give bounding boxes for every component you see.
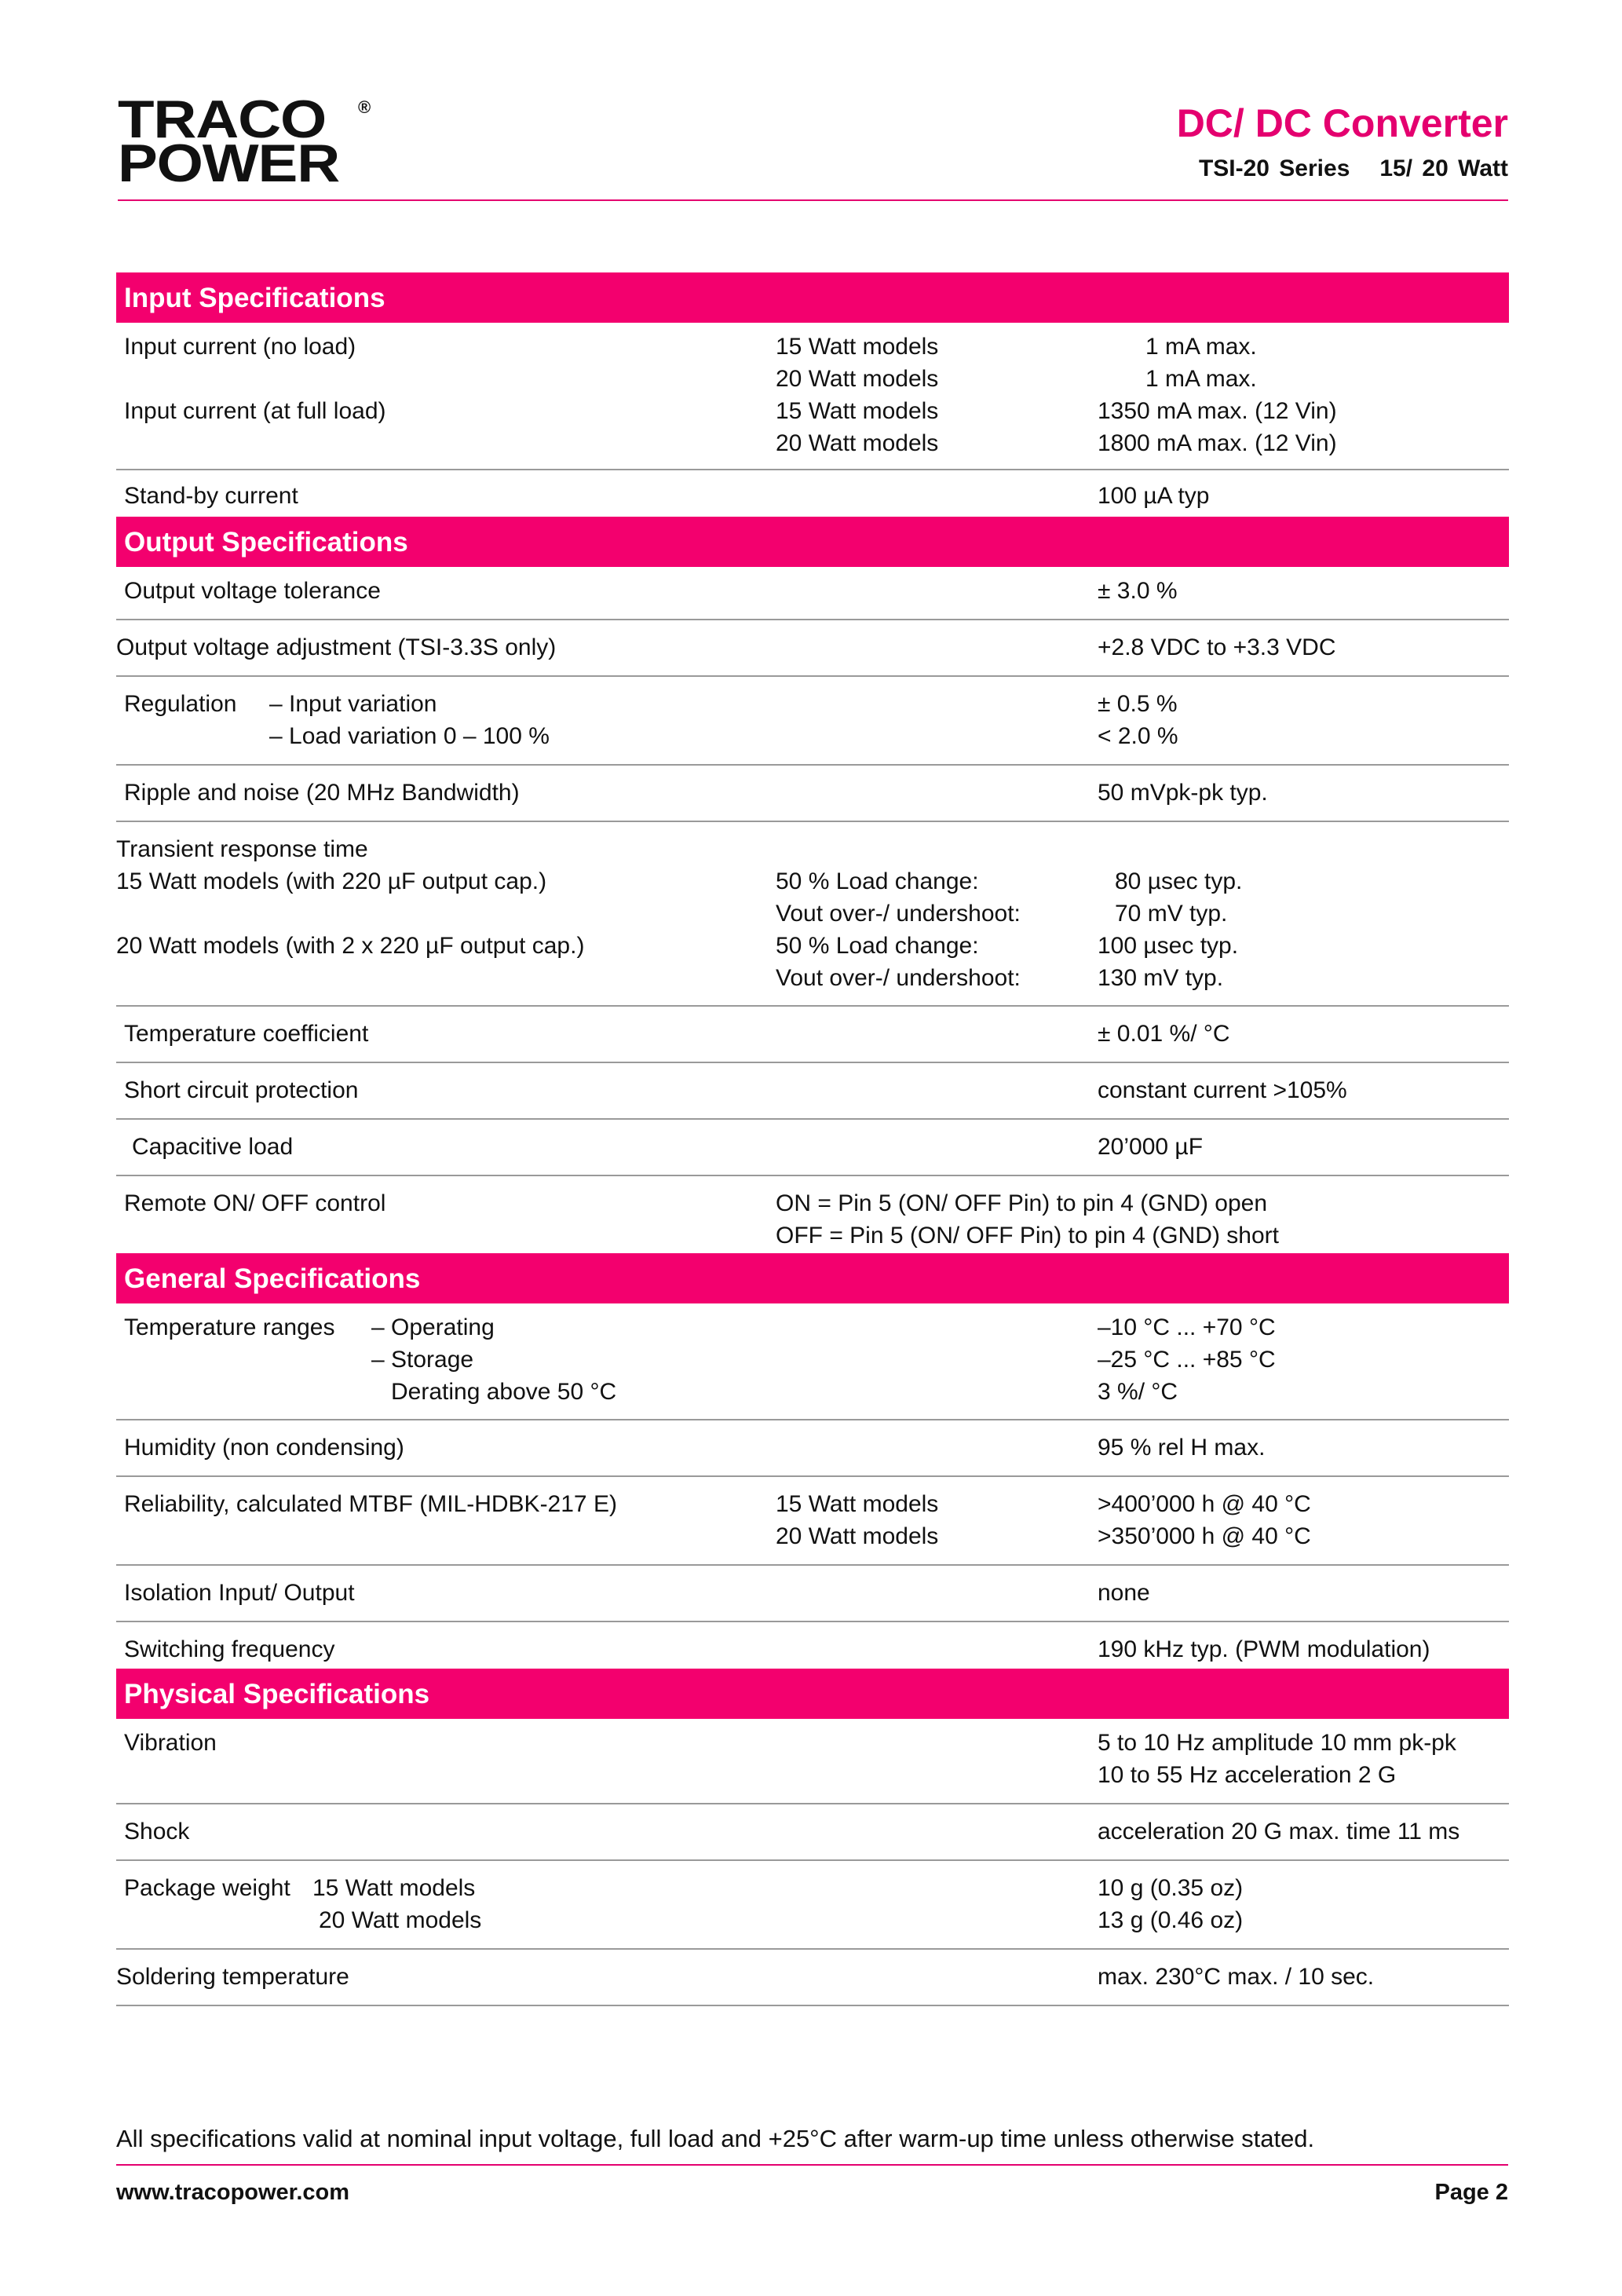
spec-line (116, 1520, 1509, 1552)
spec-sublabel: Derating above 50 °C (391, 1379, 617, 1405)
spec-value: 3 %/ °C (1098, 1379, 1178, 1405)
spec-condition: 20 Watt models (776, 430, 939, 456)
spec-row-soldering (116, 1950, 1509, 2006)
spec-line (116, 1815, 1509, 1848)
spec-label: Package weight (124, 1875, 290, 1901)
spec-value: >400’000 h @ 40 °C (1098, 1491, 1311, 1517)
spec-sublabel: – Input variation (269, 691, 437, 717)
spec-line (116, 1187, 1509, 1219)
section-header-physical: Physical Specifications (116, 1669, 1509, 1719)
spec-line (116, 865, 1509, 898)
spec-line (116, 1961, 1509, 1993)
spec-value: 5 to 10 Hz amplitude 10 mm pk-pk (1098, 1730, 1456, 1756)
spec-value: +2.8 VDC to +3.3 VDC (1098, 634, 1336, 660)
spec-row-shock (116, 1804, 1509, 1861)
spec-line (116, 631, 1509, 664)
spec-value: 1350 mA max. (12 Vin) (1098, 398, 1337, 424)
spec-value: 10 to 55 Hz acceleration 2 G (1098, 1762, 1397, 1788)
spec-line (116, 962, 1509, 994)
spec-line (116, 930, 1509, 962)
spec-row-short-circuit (116, 1063, 1509, 1120)
spec-value: OFF = Pin 5 (ON/ OFF Pin) to pin 4 (GND) short (776, 1223, 1279, 1249)
spec-row-mtbf (116, 1477, 1509, 1566)
spec-row-regulation (116, 677, 1509, 766)
spec-value: –25 °C ... +85 °C (1098, 1347, 1276, 1373)
spec-row-weight (116, 1861, 1509, 1950)
spec-value: < 2.0 % (1098, 723, 1178, 749)
spec-line (116, 1727, 1509, 1759)
spec-row-transient (116, 822, 1509, 1007)
document-subtitle (1199, 155, 1508, 182)
spec-row-tempco (116, 1007, 1509, 1063)
website-link[interactable]: www.tracopower.com (116, 2180, 350, 2205)
spec-line (116, 1488, 1509, 1520)
spec-condition: 20 Watt models (776, 1523, 939, 1549)
spec-condition: 15 Watt models (776, 334, 939, 360)
spec-value: 50 mVpk-pk typ. (1098, 780, 1268, 806)
spec-line (116, 331, 1509, 363)
spec-condition: 50 % Load change: (776, 933, 979, 959)
spec-line (116, 777, 1509, 809)
spec-label: Humidity (non condensing) (124, 1435, 404, 1461)
spec-value: none (1098, 1580, 1150, 1606)
spec-row-isolation (116, 1566, 1509, 1622)
spec-label: Reliability, calculated MTBF (MIL-HDBK-217 E) (124, 1491, 617, 1517)
spec-line (116, 1759, 1509, 1791)
spec-sublabel: – Storage (371, 1347, 474, 1373)
spec-row-temperature (116, 1303, 1509, 1420)
spec-row-capacitive-load (116, 1120, 1509, 1176)
spec-row-vibration (116, 1719, 1509, 1804)
spec-value: 1 mA max. (1145, 366, 1257, 392)
section-header-general: General Specifications (116, 1253, 1509, 1303)
spec-label: Stand-by current (124, 483, 298, 509)
spec-sublabel: 20 Watt models (with 2 x 220 µF output cap.) (116, 933, 585, 959)
spec-row-standby (116, 470, 1509, 517)
spec-line (116, 1219, 1509, 1252)
spec-row-ripple (116, 766, 1509, 822)
spec-line (116, 1633, 1509, 1665)
spec-value: 1 mA max. (1145, 334, 1257, 360)
traco-power-logo (118, 90, 377, 193)
spec-sublabel: – Operating (371, 1314, 495, 1340)
spec-label: Remote ON/ OFF control (124, 1190, 386, 1216)
spec-value: 20’000 µF (1098, 1134, 1204, 1160)
spec-line (116, 898, 1509, 930)
spec-label: Temperature coefficient (124, 1021, 369, 1047)
spec-line (116, 575, 1509, 607)
spec-label: Input current (at full load) (124, 398, 386, 424)
spec-value: 1800 mA max. (12 Vin) (1098, 430, 1337, 456)
spec-condition: 15 Watt models (776, 398, 939, 424)
spec-line (116, 1131, 1509, 1163)
spec-label: Regulation (124, 691, 237, 717)
spec-value: ON = Pin 5 (ON/ OFF Pin) to pin 4 (GND) open (776, 1190, 1268, 1216)
spec-sublabel: 20 Watt models (319, 1907, 482, 1933)
spec-value: acceleration 20 G max. time 11 ms (1098, 1819, 1460, 1844)
spec-sublabel: 15 Watt models (312, 1875, 476, 1901)
spec-label: Soldering temperature (116, 1964, 349, 1990)
spec-row-input-current (116, 323, 1509, 470)
spec-value: max. 230°C max. / 10 sec. (1098, 1964, 1375, 1990)
spec-condition: 50 % Load change: (776, 868, 979, 894)
spec-value: 70 mV typ. (1115, 901, 1228, 927)
spec-line (116, 688, 1509, 720)
spec-line (116, 427, 1509, 459)
spec-label: Output voltage tolerance (124, 578, 381, 604)
page-number: Page 2 (1434, 2180, 1508, 2205)
spec-label: Capacitive load (132, 1134, 294, 1160)
spec-value: 95 % rel H max. (1098, 1435, 1266, 1461)
spec-label: Output voltage adjustment (TSI-3.3S only) (116, 634, 557, 660)
spec-value: >350’000 h @ 40 °C (1098, 1523, 1311, 1549)
spec-condition: 15 Watt models (776, 1491, 939, 1517)
registered-mark: ® (358, 97, 371, 117)
spec-line (116, 1311, 1509, 1344)
series-name: TSI-20 Series (1198, 155, 1350, 181)
footer-divider (116, 2164, 1508, 2166)
spec-label: Short circuit protection (124, 1077, 359, 1103)
document-title: DC/ DC Converter (1176, 101, 1508, 145)
spec-value: ± 3.0 % (1098, 578, 1178, 604)
spec-value: 10 g (0.35 oz) (1098, 1875, 1244, 1901)
footnote: All specifications valid at nominal input voltage, full load and +25°C after warm-up time unless otherwise stated. (116, 2125, 1315, 2152)
logo-line-2: POWER (118, 133, 340, 193)
spec-label: Shock (124, 1819, 190, 1844)
spec-value: –10 °C ... +70 °C (1098, 1314, 1276, 1340)
spec-line (116, 1431, 1509, 1464)
spec-label: Isolation Input/ Output (124, 1580, 355, 1606)
header-divider (118, 199, 1508, 201)
section-header-input: Input Specifications (116, 272, 1509, 323)
spec-row-humidity (116, 1420, 1509, 1477)
spec-line (116, 1376, 1509, 1408)
spec-label: Transient response time (116, 836, 368, 862)
spec-line (116, 1344, 1509, 1376)
spec-sublabel: 15 Watt models (with 220 µF output cap.) (116, 868, 547, 894)
spec-line (116, 1904, 1509, 1936)
specification-table (116, 272, 1509, 2006)
spec-value: 13 g (0.46 oz) (1098, 1907, 1244, 1933)
spec-value: 80 µsec typ. (1115, 868, 1243, 894)
spec-value: 100 µA typ (1098, 483, 1210, 509)
spec-row-remote (116, 1176, 1509, 1253)
spec-value: 100 µsec typ. (1098, 933, 1239, 959)
spec-row-tolerance (116, 567, 1509, 620)
spec-label: Switching frequency (124, 1636, 335, 1662)
spec-label: Vibration (124, 1730, 217, 1756)
spec-condition: 20 Watt models (776, 366, 939, 392)
spec-value: ± 0.5 % (1098, 691, 1178, 717)
spec-value: 130 mV typ. (1098, 965, 1224, 991)
spec-value: constant current >105% (1098, 1077, 1347, 1103)
spec-label: Temperature ranges (124, 1314, 335, 1340)
power-rating: 15/ 20 Watt (1379, 155, 1508, 181)
spec-line (116, 363, 1509, 395)
spec-line (116, 1872, 1509, 1904)
spec-value: ± 0.01 %/ °C (1098, 1021, 1230, 1047)
spec-line (116, 395, 1509, 427)
spec-line (116, 1018, 1509, 1050)
spec-condition: Vout over-/ undershoot: (776, 965, 1021, 991)
section-header-output: Output Specifications (116, 517, 1509, 567)
spec-line (116, 480, 1509, 512)
spec-label: Input current (no load) (124, 334, 356, 360)
spec-row-adjustment (116, 620, 1509, 677)
spec-row-switching (116, 1622, 1509, 1669)
spec-value: 190 kHz typ. (PWM modulation) (1098, 1636, 1430, 1662)
spec-line (116, 1074, 1509, 1106)
spec-condition: Vout over-/ undershoot: (776, 901, 1021, 927)
spec-line (116, 720, 1509, 752)
spec-label: Ripple and noise (20 MHz Bandwidth) (124, 780, 520, 806)
spec-line (116, 1577, 1509, 1609)
spec-line (116, 833, 1509, 865)
spec-sublabel: – Load variation 0 – 100 % (269, 723, 550, 749)
logo-line-1: TRACO (118, 90, 327, 149)
